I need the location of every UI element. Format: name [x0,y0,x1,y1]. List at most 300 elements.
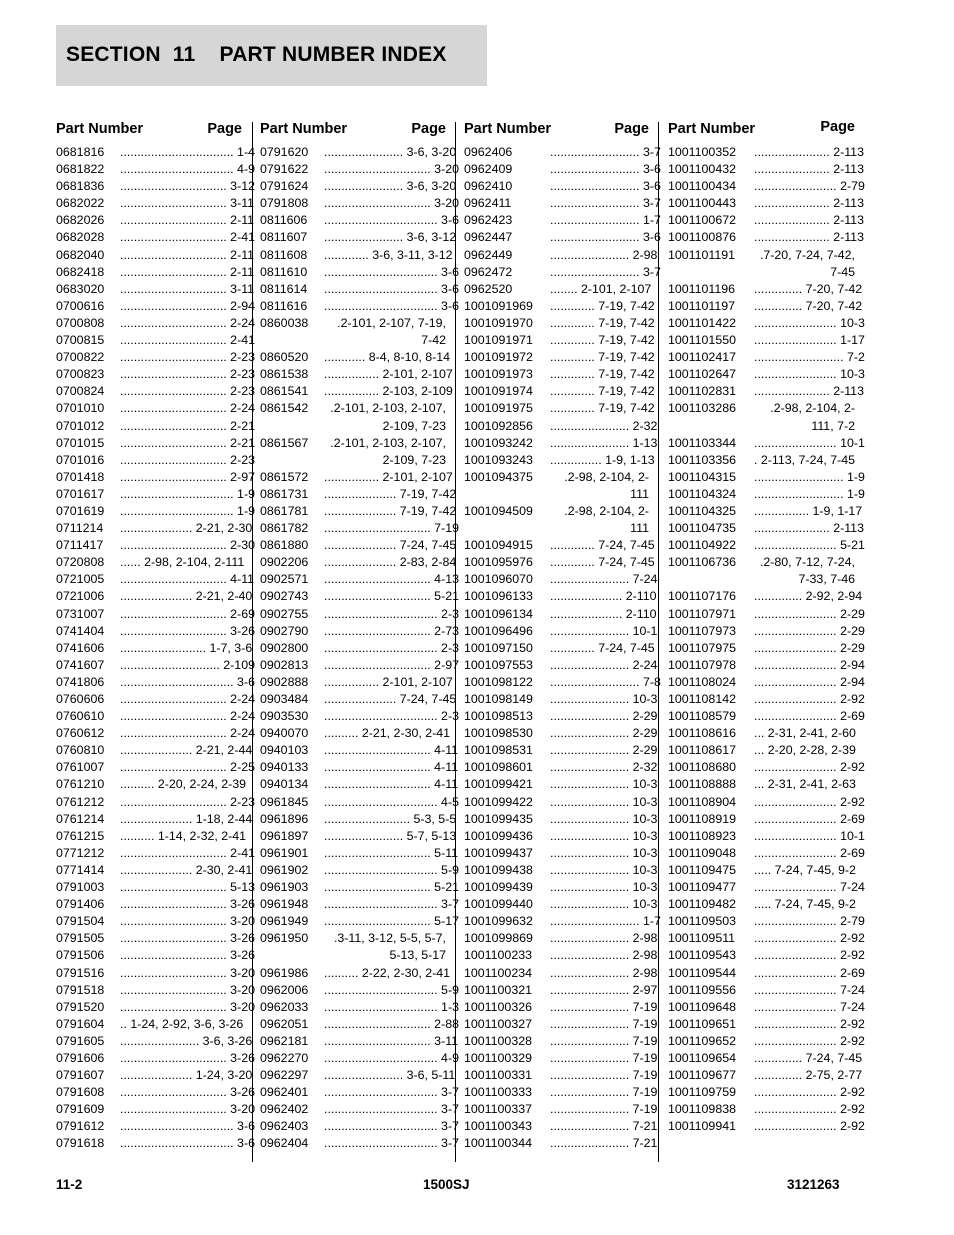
page-references [120,811,253,828]
page-value: 7-24 [840,880,865,895]
page-references [324,759,459,776]
dot-leader: ....................... [550,862,633,877]
index-entry [56,178,255,195]
dot-leader: .......................... [550,196,643,211]
page-value: 7-24, 7-45 [598,555,655,570]
page-value: 3-7 [441,1085,459,1100]
page-value: 4-11 [230,572,255,587]
page-references [754,947,865,964]
page-references [550,178,661,195]
page-value: 5-21 [840,538,865,553]
index-entry [464,503,649,537]
index-entry [464,1101,658,1118]
part-number: 0791608 [56,1085,105,1100]
page-value: 7-19 [434,521,459,536]
dot-leader: ..................... [550,589,626,604]
page-value: 2-109 [223,657,255,672]
dot-leader: ........................ [754,435,841,450]
index-entry [668,281,863,298]
page-references [120,999,255,1016]
part-number: 1001101422 [668,315,736,330]
page-value: 7-19, 7-42 [399,486,457,501]
entry-list [260,144,459,1153]
page-references [120,1050,255,1067]
page-references: .2-101, 2-103, 2-107, 2-109, 7-23 [330,401,446,433]
page-references [324,554,457,571]
dot-leader: ............................... [120,435,231,450]
dot-leader: ............................... [324,880,435,895]
page-references [120,315,255,332]
page-value: 7-24, 7-45, 9-2 [774,862,856,877]
part-number: 1001099422 [464,794,533,809]
page-value: 2-94 [840,657,865,672]
dot-leader: ....................... [550,572,633,587]
part-number: 1001106736 [668,555,736,570]
page-references [120,879,255,896]
page-references [324,1118,459,1135]
page-value: 7-21 [632,1136,658,1151]
dot-leader: ..... [754,897,775,912]
part-number-header: Part Number [56,121,144,137]
dot-leader: ................................. [324,298,442,313]
page-references [324,913,459,930]
index-entry [56,315,255,332]
page-value: 2-92 [840,794,865,809]
dot-leader: ............................... [324,521,435,536]
part-number: 0902743 [260,589,309,604]
index-entry [668,982,865,999]
part-number: 1001099437 [464,845,533,860]
page-value: 3-6 [642,162,661,177]
index-entry [668,298,863,315]
dot-leader: ............................... [324,743,435,758]
page-value: 3-26 [230,897,255,912]
index-entry [464,657,658,674]
page-value: 2-101, 2-107 [382,674,453,689]
dot-leader: ............................... [120,298,231,313]
dot-leader: ...................... [754,521,834,536]
page-value: 2-29 [840,623,865,638]
page-references [754,469,865,486]
part-number: 1001109511 [668,931,736,946]
page-value: 2-92, 2-94 [805,589,863,604]
page-value: 2-101, 2-107 [580,281,652,296]
page-value: 2-21, 2-30, 2-41 [361,726,451,741]
dot-leader: ............................... [324,914,435,929]
part-number: 1001098513 [464,709,533,724]
part-number: 0682026 [56,213,105,228]
page-value: 3-26 [230,931,255,946]
page-references [550,811,658,828]
page-value: 1-9 [237,486,255,501]
dot-leader: .......................... [550,162,643,177]
index-entry [260,811,457,828]
page-references [550,1101,658,1118]
index-entry [260,1084,459,1101]
page-references [754,383,864,400]
page-value: 7-24, 7-45 [598,640,655,655]
part-number: 1001103286 [668,401,736,416]
page-references [550,332,655,349]
page-references [120,896,255,913]
dot-leader: .............. [754,298,806,313]
page-references: .3-11, 3-12, 5-5, 5-7, 5-13, 5-17 [333,931,446,963]
index-entry [464,708,658,725]
dot-leader: ................ [324,674,383,689]
index-entry [56,640,253,657]
page-references [754,1050,863,1067]
index-entry [260,879,459,896]
page-value: 2-24 [230,315,255,330]
page-value: 5-3, 5-5 [413,811,457,826]
index-entry [56,776,247,793]
dot-leader: ... [754,743,768,758]
page-value: 2-29 [632,709,658,724]
page-references [324,862,459,879]
page-value: 2-113 [833,213,864,228]
index-entry [464,1067,658,1084]
dot-leader: ........................ [754,999,841,1014]
index-entry [668,315,865,332]
dot-leader: ..... [754,862,775,877]
page-references [120,862,253,879]
page-value: 2-92 [840,948,865,963]
page-references [120,366,255,383]
dot-leader: ..................... [120,589,196,604]
page-value: 3-20 [230,1102,255,1117]
dot-leader: ..................... [120,811,196,826]
part-number: 0791618 [56,1136,105,1151]
dot-leader: ........................ [754,828,841,843]
page-references [550,930,658,947]
index-entry [668,691,865,708]
index-entry [464,725,658,742]
page-value: 3-20 [230,914,255,929]
page-value: 2-97 [230,469,255,484]
part-number: 0791607 [56,1068,105,1083]
page-value: 2-92 [840,931,865,946]
page-value: 2-32 [632,760,658,775]
index-entry [668,606,865,623]
page-references [120,1135,255,1152]
page-references [754,1084,865,1101]
index-entry [56,144,255,161]
index-entry [56,161,255,178]
page-references [550,759,658,776]
dot-leader: ........................ [754,606,841,621]
page-value: 2-69 [840,965,865,980]
part-number: 1001107978 [668,657,736,672]
page-value: 1-9, 1-17 [812,503,863,518]
part-number: 1001109677 [668,1068,736,1083]
part-number: 0700808 [56,315,105,330]
dot-leader: ............................... [120,623,231,638]
part-number: 0940103 [260,743,309,758]
part-number-header: Part Number [260,121,348,137]
index-entry [260,298,459,315]
page-value: 2-11 [230,213,255,228]
dot-leader: ....................... [550,982,633,997]
page-references [754,452,855,469]
index-entry [260,982,459,999]
index-entry [56,674,255,691]
dot-leader: ............. [550,384,599,399]
page-value: 7-8 [642,674,661,689]
page-references [120,229,255,246]
index-entry [56,759,255,776]
entry-list [668,144,865,1135]
page-references [324,264,459,281]
index-entry [464,554,655,571]
dot-leader: ......................... [324,811,414,826]
dot-leader: ................................. [324,709,442,724]
footer-document-number: 3121263 [787,1177,840,1192]
dot-leader: ............................... [120,418,231,433]
part-number: 0902888 [260,674,309,689]
page-value: 2-94 [230,298,255,313]
page-value: 10-3 [632,897,658,912]
dot-leader: ............................... [120,794,231,809]
page-value: 1-24, 2-92, 3-6, 3-26 [130,1016,244,1031]
dot-leader: ............................... [120,760,231,775]
dot-leader: ............................... [120,709,231,724]
dot-leader: ....................... [120,1033,203,1048]
part-number: 1001099869 [464,931,533,946]
part-number: 1001103356 [668,452,736,467]
dot-leader: ................................. [324,1119,442,1134]
part-number: 1001100333 [464,1085,532,1100]
dot-leader: ....................... [550,1068,633,1083]
part-number: 0701016 [56,452,105,467]
page-references [550,554,655,571]
page-references [550,845,658,862]
part-number: 0791516 [56,965,105,980]
page-value: 1-9, 1-13 [605,452,655,467]
part-number: 0860520 [260,350,309,365]
index-entry [56,1016,242,1033]
index-entry [668,178,865,195]
part-number-header: Part Number [464,121,552,137]
page-references [120,623,255,640]
page-value: 2-29 [632,726,658,741]
index-entry [260,400,446,434]
index-entry [56,845,255,862]
index-entry [668,195,864,212]
index-entry [464,691,658,708]
index-entry [464,195,661,212]
index-entry [464,674,661,691]
part-number: 1001109941 [668,1119,736,1134]
part-number: 0962520 [464,281,513,296]
index-entry [260,896,459,913]
index-entry [464,879,658,896]
dot-leader: ............................... [324,845,435,860]
index-entry [464,930,658,947]
part-number: 1001109482 [668,897,736,912]
dot-leader: ....................... [550,623,633,638]
page-value: 3-6, 3-12 [406,230,457,245]
index-entry [260,366,453,383]
dot-leader: ...................... [754,162,834,177]
dot-leader: ........................ [754,794,841,809]
index-entry [668,486,865,503]
dot-leader: ................................. [324,1050,442,1065]
page-value: 2-110 [625,606,657,621]
dot-leader: ....................... [550,726,633,741]
page-value: 2-25 [230,760,255,775]
part-number: 1001091974 [464,384,533,399]
index-entry [464,281,652,298]
dot-leader: ................................. [324,999,442,1014]
page-references [324,708,459,725]
page-value: 3-7 [642,196,661,211]
dot-leader: .......................... [550,179,643,194]
index-entry [260,229,457,246]
dot-leader: ............................... [120,230,231,245]
index-entry [56,708,255,725]
dot-leader: ............................... [120,948,231,963]
index-entry [56,332,255,349]
dot-leader: ........................ [754,880,841,895]
part-number: 1001091975 [464,401,533,416]
page-references [550,366,655,383]
index-entry [260,759,459,776]
page-references [754,520,864,537]
page-value: 7-19, 7-42 [598,298,655,313]
page-value: 2-29 [632,743,658,758]
index-entry [668,930,865,947]
page-value: 3-6, 3-26 [202,1033,253,1048]
part-number: 0902790 [260,623,309,638]
index-entry [668,640,865,657]
dot-leader: ............................... [120,452,231,467]
part-number: 1001100344 [464,1136,532,1151]
dot-leader: ....................... [324,828,407,843]
page-value: 7-19, 7-42 [598,350,655,365]
dot-leader: ............................... [120,384,231,399]
page-value: 5-17 [434,914,459,929]
dot-leader: ............................... [120,401,231,416]
page-references [324,537,457,554]
part-number: 0811607 [260,230,308,245]
index-entry [464,298,655,315]
dot-leader: .. [120,1016,131,1031]
page-value: 3-7 [441,1136,459,1151]
dot-leader: ...................... [754,196,834,211]
dot-leader: .......... [324,965,362,980]
index-entry [56,1067,253,1084]
index-entry [260,469,453,486]
dot-leader: ............................... [324,657,435,672]
dot-leader: ........................ [754,1102,841,1117]
page-value: 4-13 [434,572,459,587]
page-references [754,811,865,828]
page-value: 3-7 [642,264,661,279]
page-value: 4-11 [434,777,459,792]
page-references [120,1118,255,1135]
page-references [324,691,457,708]
part-number: 1001100234 [464,965,532,980]
dot-leader: ............................. [120,657,224,672]
part-number: 1001099440 [464,897,533,912]
page-value: 3-11 [230,196,255,211]
index-entry [464,400,655,417]
page-value: 2-113 [833,521,864,536]
page-value: 2-73 [434,623,459,638]
page-references [754,178,865,195]
part-number: 1001100331 [464,1068,532,1083]
index-entry [464,229,661,246]
page-value: 2-24 [230,709,255,724]
dot-leader: ....................... [550,1136,633,1151]
page-value: 2-101, 2-107 [382,469,453,484]
page-references [754,999,865,1016]
index-entry [464,178,661,195]
dot-leader: ...... [120,555,145,570]
dot-leader: ............................... [120,315,231,330]
part-number: 1001109475 [668,862,736,877]
part-number: 1001100327 [464,1016,532,1031]
index-entry [464,315,655,332]
page-value: 3-20 [230,965,255,980]
part-number: 0791808 [260,196,309,211]
page-references: .2-101, 2-103, 2-107, 2-109, 7-23 [330,435,446,467]
index-entry [668,400,855,434]
part-number: 1001108142 [668,692,736,706]
part-number: 1001100434 [668,179,736,194]
page-references [324,383,453,400]
page-references: .2-98, 2-104, 2-111 [564,469,649,501]
dot-leader: ....................... [550,845,633,860]
part-number: 1001099435 [464,811,533,826]
page-value: 7-20, 7-42 [805,281,863,296]
index-entry [464,742,658,759]
page-value: 2-21, 2-40 [195,589,253,604]
page-references [754,965,865,982]
page-references [754,366,865,383]
dot-leader: ....................... [550,1119,633,1134]
dot-leader: ..................... [120,521,196,536]
page-value: 2-41 [230,845,255,860]
index-entry [464,418,658,435]
page-references [324,486,457,503]
dot-leader: .......................... [550,230,643,245]
index-entry [56,469,255,486]
page-value: 3-11 [230,281,255,296]
dot-leader: ..................... [324,538,400,553]
page-references [324,1033,459,1050]
index-entry [668,879,865,896]
page-references [754,725,855,742]
index-entry [668,212,864,229]
dot-leader: ............................... [120,350,231,365]
page-value: 4-5 [441,794,459,809]
page-value: 2-20, 2-28, 2-39 [767,743,856,758]
dot-leader: ............................... [120,1085,231,1100]
part-number: 1001108919 [668,811,736,826]
page-references [550,742,658,759]
index-entry [668,469,865,486]
page-references [324,247,453,264]
index-entry [260,435,446,469]
page-value: 3-26 [230,948,255,963]
page-references [754,640,865,657]
dot-leader: ........ [550,281,581,296]
part-number: 0791624 [260,179,309,194]
index-entry [668,1016,865,1033]
index-entry [668,588,863,605]
dot-leader: ...................... [754,384,834,399]
